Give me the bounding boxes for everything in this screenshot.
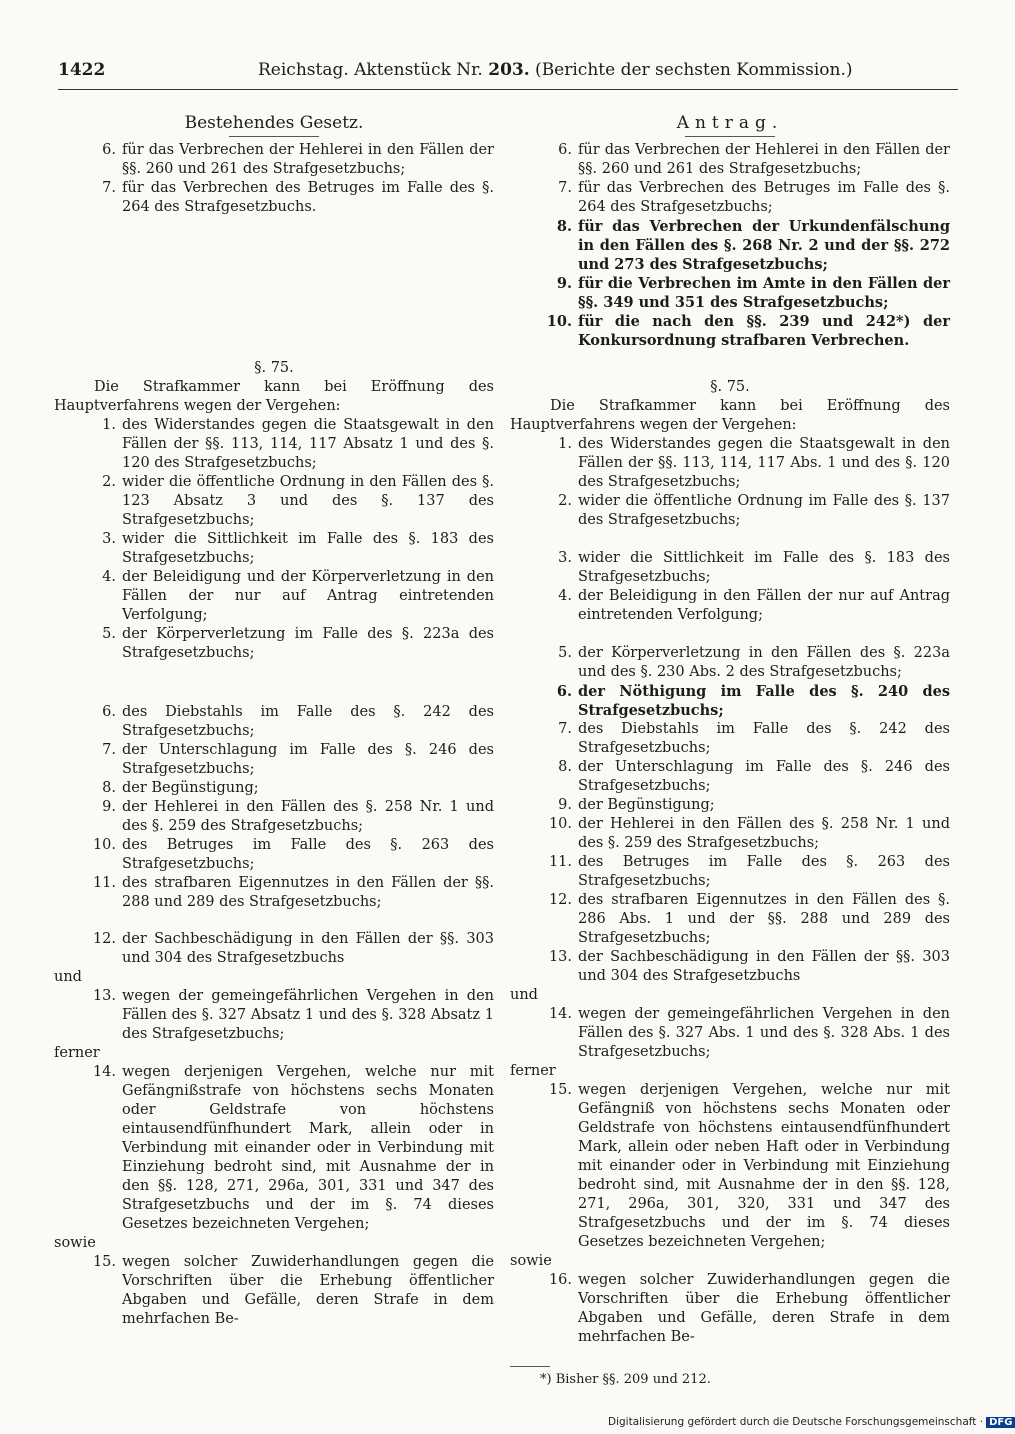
column-heading: Bestehendes Gesetz. (184, 113, 364, 133)
heading-rule (685, 136, 775, 137)
list-item: 13. wegen der gemeingefährlichen Vergehen in den Fällen des §. 327 Absatz 1 und des §. 328 Absatz 1 des Strafgesetzbuchs; (92, 988, 494, 1042)
list-item: 7. für das Verbrechen des Betruges im Falle des §. 264 des Strafgesetzbuchs; (558, 180, 950, 215)
list-item: 8. der Begünstigung; (102, 780, 259, 796)
intro-paragraph: Die Strafkammer kann bei Eröffnung des Hauptverfahrens wegen der Vergehen: (510, 398, 950, 433)
list-item: 12. der Sachbeschädigung in den Fällen der §§. 303 und 304 des Strafgesetzbuchs (92, 931, 494, 966)
list-item: 6. für das Verbrechen der Hehlerei in den Fällen der §§. 260 und 261 des Strafgesetzbuchs; (102, 142, 494, 177)
list-item: 1. des Widerstandes gegen die Staatsgewalt in den Fällen der §§. 113, 114, 117 Absatz 1 und des §. 120 des Strafgesetzbuchs; (102, 417, 494, 471)
list-item: 8. der Unterschlagung im Falle des §. 246 des Strafgesetzbuchs; (558, 759, 950, 794)
list-item: 2. wider die öffentliche Ordnung in den Fällen des §. 123 Absatz 3 und des §. 137 des Strafgesetzbuchs; (102, 474, 494, 528)
list-item: 1. des Widerstandes gegen die Staatsgewalt in den Fällen der §§. 113, 114, 117 Abs. 1 und des §. 120 des Strafgesetzbuchs; (558, 436, 950, 490)
spacer (510, 530, 950, 549)
list-item: 12. des strafbaren Eigennutzes in den Fällen des §. 286 Abs. 1 und der §§. 288 und 289 des Strafgesetzbuchs; (548, 892, 950, 946)
list-item: 2. wider die öffentliche Ordnung im Falle des §. 137 des Strafgesetzbuchs; (558, 493, 950, 528)
spacer (510, 350, 950, 378)
conjunction: ferner (54, 1045, 100, 1061)
list-item: 11. des strafbaren Eigennutzes in den Fällen der §§. 288 und 289 des Strafgesetzbuchs; (92, 875, 494, 910)
page-number: 1422 (58, 60, 106, 80)
list-item: 5. der Körperverletzung im Falle des §. 223a des Strafgesetzbuchs; (102, 626, 494, 661)
footnote: *) Bisher §§. 209 und 212. (540, 1372, 711, 1387)
spacer (54, 912, 494, 930)
list-item: 7. des Diebstahls im Falle des §. 242 des Strafgesetzbuchs; (558, 721, 950, 756)
footnote-rule (510, 1366, 550, 1367)
list-item: 14. wegen der gemeingefährlichen Vergehen in den Fällen des §. 327 Abs. 1 und des §. 328 Abs. 1 des Strafgesetzbuchs; (548, 1006, 950, 1060)
list-item: 7. für das Verbrechen des Betruges im Falle des §. 264 des Strafgesetzbuchs. (102, 180, 494, 215)
list-item: 5. der Körperverletzung in den Fällen des §. 223a und des §. 230 Abs. 2 des Strafgesetzbuchs; (558, 645, 950, 680)
running-title: Reichstag. Aktenstück Nr. 203. (Berichte der sechsten Kommission.) (258, 60, 853, 80)
list-item: 6. der Nöthigung im Falle des §. 240 des Strafgesetzbuchs; (556, 683, 950, 719)
list-item: 10. des Betruges im Falle des §. 263 des Strafgesetzbuchs; (92, 837, 494, 872)
list-item: 8. für das Verbrechen der Urkundenfälschung in den Fällen des §. 268 Nr. 2 und der §§. 272 und 273 des Strafgesetzbuchs; (556, 218, 950, 273)
digitization-credit (608, 1416, 1013, 1428)
list-item: 4. der Beleidigung und der Körperverletzung in den Fällen der nur auf Antrag eintretenden Verfolgung; (102, 569, 494, 623)
conjunction: ferner (510, 1063, 556, 1079)
list-item: 9. der Hehlerei in den Fällen des §. 258 Nr. 1 und des §. 259 des Strafgesetzbuchs; (102, 799, 494, 834)
column-proposal (510, 112, 950, 1347)
list-item: 3. wider die Sittlichkeit im Falle des §. 183 des Strafgesetzbuchs; (558, 550, 950, 585)
list-item: 10. der Hehlerei in den Fällen des §. 258 Nr. 1 und des §. 259 des Strafgesetzbuchs; (548, 816, 950, 851)
conjunction: und (54, 969, 82, 985)
running-header (58, 60, 958, 84)
spacer (54, 663, 494, 703)
list-item: 13. der Sachbeschädigung in den Fällen der §§. 303 und 304 des Strafgesetzbuchs (548, 949, 950, 984)
document-number: 203. (488, 60, 530, 80)
list-item: 4. der Beleidigung in den Fällen der nur auf Antrag eintretenden Verfolgung; (558, 588, 950, 623)
column-existing-law (54, 112, 494, 1329)
list-item: 9. für die Verbrechen im Amte in den Fällen der §§. 349 und 351 des Strafgesetzbuchs; (556, 275, 950, 311)
list-item: 10. für die nach den §§. 239 und 242*) der Konkursordnung strafbaren Verbrechen. (546, 313, 950, 349)
list-item: 6. des Diebstahls im Falle des §. 242 des Strafgesetzbuchs; (102, 704, 494, 739)
list-item: 15. wegen derjenigen Vergehen, welche nur mit Gefängniß von höchstens sechs Monaten oder Geldstrafe von höchstens eintausendfünfhundert Mark, allein oder neben Haft oder in Verbindung mit einander oder in Verbindung mit Einziehung bedroht sind, mit Ausnahme der in den §§. 128, 271, 296a, 301, 320, 331 und 347 des Strafgesetzbuchs und der im §. 74 dieses Gesetzes bezeichneten Vergehen; (548, 1082, 950, 1250)
conjunction: und (510, 987, 538, 1003)
header-rule (58, 89, 958, 90)
section-title: §. 75. (254, 360, 294, 376)
spacer (54, 217, 494, 359)
heading-rule (229, 136, 319, 137)
list-item: 11. des Betruges im Falle des §. 263 des Strafgesetzbuchs; (548, 854, 950, 889)
spacer (510, 625, 950, 644)
list-item: 3. wider die Sittlichkeit im Falle des §. 183 des Strafgesetzbuchs; (102, 531, 494, 566)
dfg-logo: DFG (986, 1417, 1015, 1428)
list-item: 9. der Begünstigung; (558, 797, 715, 813)
credit-text: Digitalisierung gefördert durch die Deutsche Forschungsgemeinschaft · (608, 1416, 984, 1428)
list-item: 7. der Unterschlagung im Falle des §. 246 des Strafgesetzbuchs; (102, 742, 494, 777)
list-item: 14. wegen derjenigen Vergehen, welche nur mit Gefängnißstrafe von höchstens sechs Monaten oder Geldstrafe von höchstens eintausendfünfhundert Mark, allein oder in Verbindung mit einander oder in Verbindung mit Einziehung bedroht sind, mit Ausnahme der in den §§. 128, 271, 296a, 301, 331 und 347 des Strafgesetzbuchs und der im §. 74 dieses Gesetzes bezeichneten Vergehen; (92, 1064, 494, 1232)
list-item: 16. wegen solcher Zuwiderhandlungen gegen die Vorschriften über die Erhebung öffentlicher Abgaben und Gefälle, deren Strafe in dem mehrfachen Be- (548, 1272, 950, 1345)
conjunction: sowie (510, 1253, 552, 1269)
list-item: 6. für das Verbrechen der Hehlerei in den Fällen der §§. 260 und 261 des Strafgesetzbuchs; (558, 142, 950, 177)
conjunction: sowie (54, 1235, 96, 1251)
list-item: 15. wegen solcher Zuwiderhandlungen gegen die Vorschriften über die Erhebung öffentlicher Abgaben und Gefälle, deren Strafe in dem mehrfachen Be- (92, 1254, 494, 1327)
intro-paragraph: Die Strafkammer kann bei Eröffnung des Hauptverfahrens wegen der Vergehen: (54, 379, 494, 414)
column-heading: Antrag. (676, 113, 784, 133)
section-title: §. 75. (710, 379, 750, 395)
